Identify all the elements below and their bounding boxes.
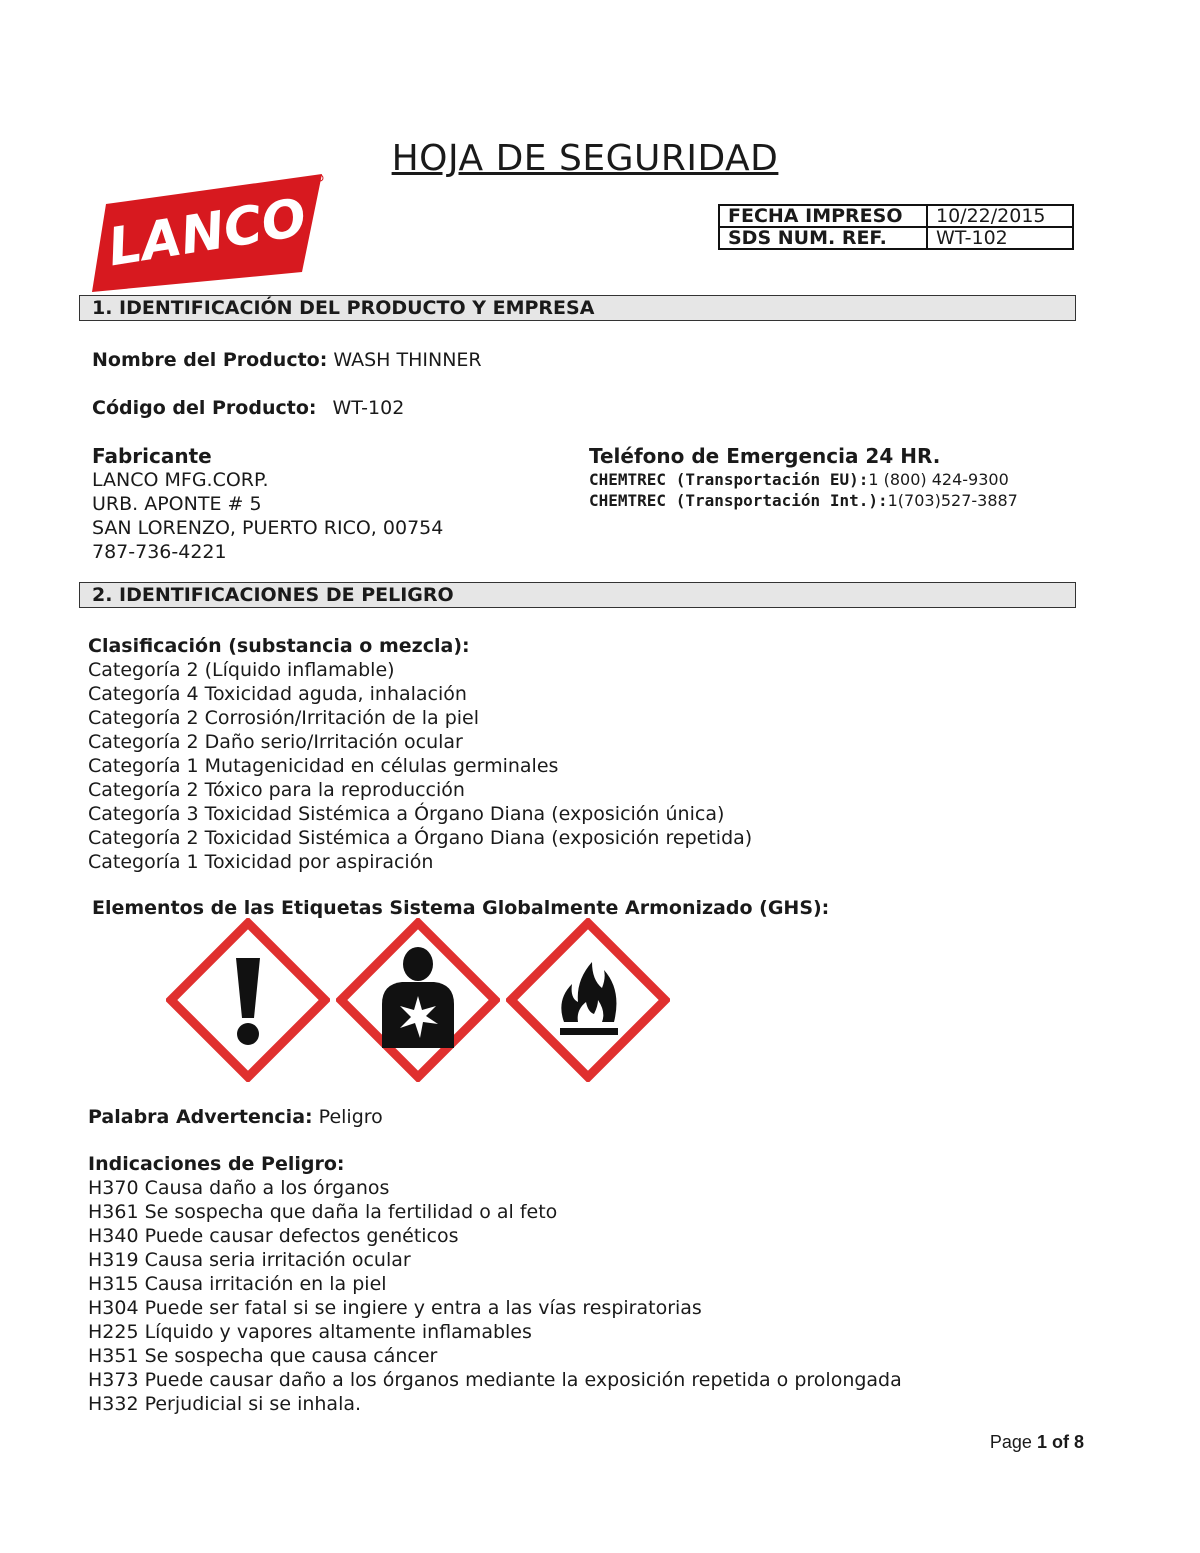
list-item: H351 Se sospecha que causa cáncer	[88, 1345, 438, 1367]
printed-date-label: FECHA IMPRESO	[719, 205, 927, 227]
classification-list	[88, 658, 752, 874]
classification-label: Clasificación (substancia o mezcla):	[88, 635, 470, 657]
list-item: H304 Puede ser fatal si se ingiere y entra a las vías respiratorias	[88, 1297, 702, 1319]
printed-date-value: 10/22/2015	[927, 205, 1073, 227]
ghs-label: Elementos de las Etiquetas Sistema Globalmente Armonizado (GHS):	[92, 897, 830, 919]
sds-ref-label: SDS NUM. REF.	[719, 227, 927, 249]
product-code-label: Código del Producto:	[92, 397, 317, 419]
list-item: Categoría 2 Daño serio/Irritación ocular	[88, 731, 463, 753]
product-code-line	[92, 396, 404, 420]
printed-date-row	[719, 205, 1073, 227]
list-item: H340 Puede causar defectos genéticos	[88, 1225, 459, 1247]
product-code-value: WT-102	[332, 397, 405, 419]
page-number	[990, 1432, 1084, 1453]
list-item: Categoría 3 Toxicidad Sistémica a Órgano Diana (exposición única)	[88, 803, 725, 825]
product-name-line	[92, 348, 482, 372]
list-item: H361 Se sospecha que daña la fertilidad o al feto	[88, 1201, 558, 1223]
exclamation-mark-icon	[166, 918, 330, 1082]
product-name-label: Nombre del Producto:	[92, 349, 328, 371]
manufacturer-name: LANCO MFG.CORP.	[92, 469, 269, 491]
manufacturer-phone: 787-736-4221	[92, 541, 227, 563]
list-item: Categoría 4 Toxicidad aguda, inhalación	[88, 683, 467, 705]
list-item: Categoría 2 (Líquido inflamable)	[88, 659, 395, 681]
flame-icon	[506, 918, 670, 1082]
health-hazard-icon	[336, 918, 500, 1082]
emergency-int-value: 1(703)527-3887	[887, 491, 1018, 510]
manufacturer-address: URB. APONTE # 5	[92, 493, 262, 515]
logo-text: LANCO	[104, 187, 311, 279]
emergency-line-int	[589, 490, 1018, 511]
list-item: H332 Perjudicial si se inhala.	[88, 1393, 362, 1415]
list-item: H315 Causa irritación en la piel	[88, 1273, 387, 1295]
list-item: H225 Líquido y vapores altamente inflamables	[88, 1321, 532, 1343]
list-item: Categoría 1 Mutagenicidad en células germinales	[88, 755, 559, 777]
list-item: Categoría 2 Tóxico para la reproducción	[88, 779, 465, 801]
page-total: 8	[1073, 1432, 1084, 1452]
emergency-line-us	[589, 469, 1009, 490]
manufacturer-label: Fabricante	[92, 444, 212, 468]
list-item: H319 Causa seria irritación ocular	[88, 1249, 411, 1271]
section1-header: 1. IDENTIFICACIÓN DEL PRODUCTO Y EMPRESA	[79, 295, 1076, 321]
signal-word-line	[88, 1105, 383, 1129]
emergency-int-label: CHEMTREC (Transportación Int.):	[589, 491, 888, 510]
document-title: HOJA DE SEGURIDAD	[391, 138, 779, 179]
page-word: Page	[989, 1432, 1032, 1452]
product-name-value: WASH THINNER	[333, 349, 482, 371]
manufacturer-city: SAN LORENZO, PUERTO RICO, 00754	[92, 517, 444, 539]
of-word: of	[1051, 1432, 1069, 1452]
emergency-label: Teléfono de Emergencia 24 HR.	[589, 444, 941, 468]
list-item: Categoría 2 Corrosión/Irritación de la piel	[88, 707, 480, 729]
hazard-statements-list	[88, 1176, 902, 1416]
list-item: H370 Causa daño a los órganos	[88, 1177, 390, 1199]
section2-header: 2. IDENTIFICACIONES DE PELIGRO	[79, 582, 1076, 608]
sds-ref-value: WT-102	[927, 227, 1073, 249]
lanco-logo	[88, 168, 328, 296]
signal-word-label: Palabra Advertencia:	[88, 1106, 313, 1128]
reference-table	[718, 204, 1074, 250]
sds-ref-row	[719, 227, 1073, 249]
page-current: 1	[1036, 1432, 1047, 1452]
emergency-us-value: 1 (800) 424-9300	[868, 470, 1009, 489]
list-item: H373 Puede causar daño a los órganos mediante la exposición repetida o prolongada	[88, 1369, 902, 1391]
list-item: Categoría 2 Toxicidad Sistémica a Órgano Diana (exposición repetida)	[88, 827, 753, 849]
signal-word-value: Peligro	[318, 1106, 383, 1128]
hazard-statements-label: Indicaciones de Peligro:	[88, 1153, 345, 1175]
emergency-us-label: CHEMTREC (Transportación EU):	[589, 470, 869, 489]
list-item: Categoría 1 Toxicidad por aspiración	[88, 851, 434, 873]
